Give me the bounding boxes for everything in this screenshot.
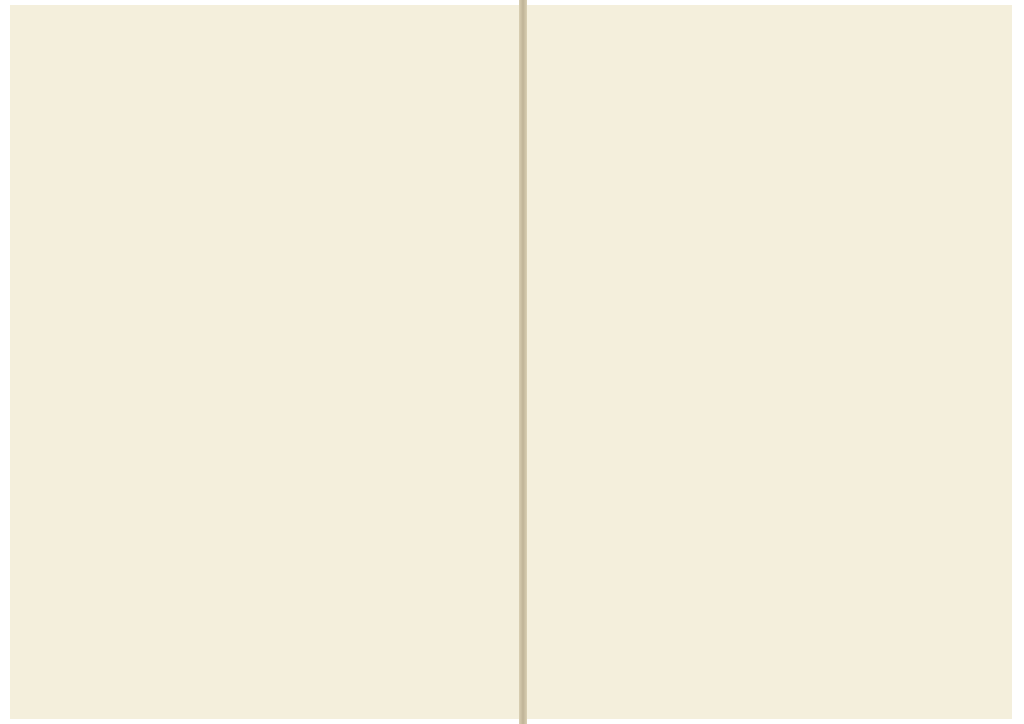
holiday-note	[542, 130, 562, 710]
